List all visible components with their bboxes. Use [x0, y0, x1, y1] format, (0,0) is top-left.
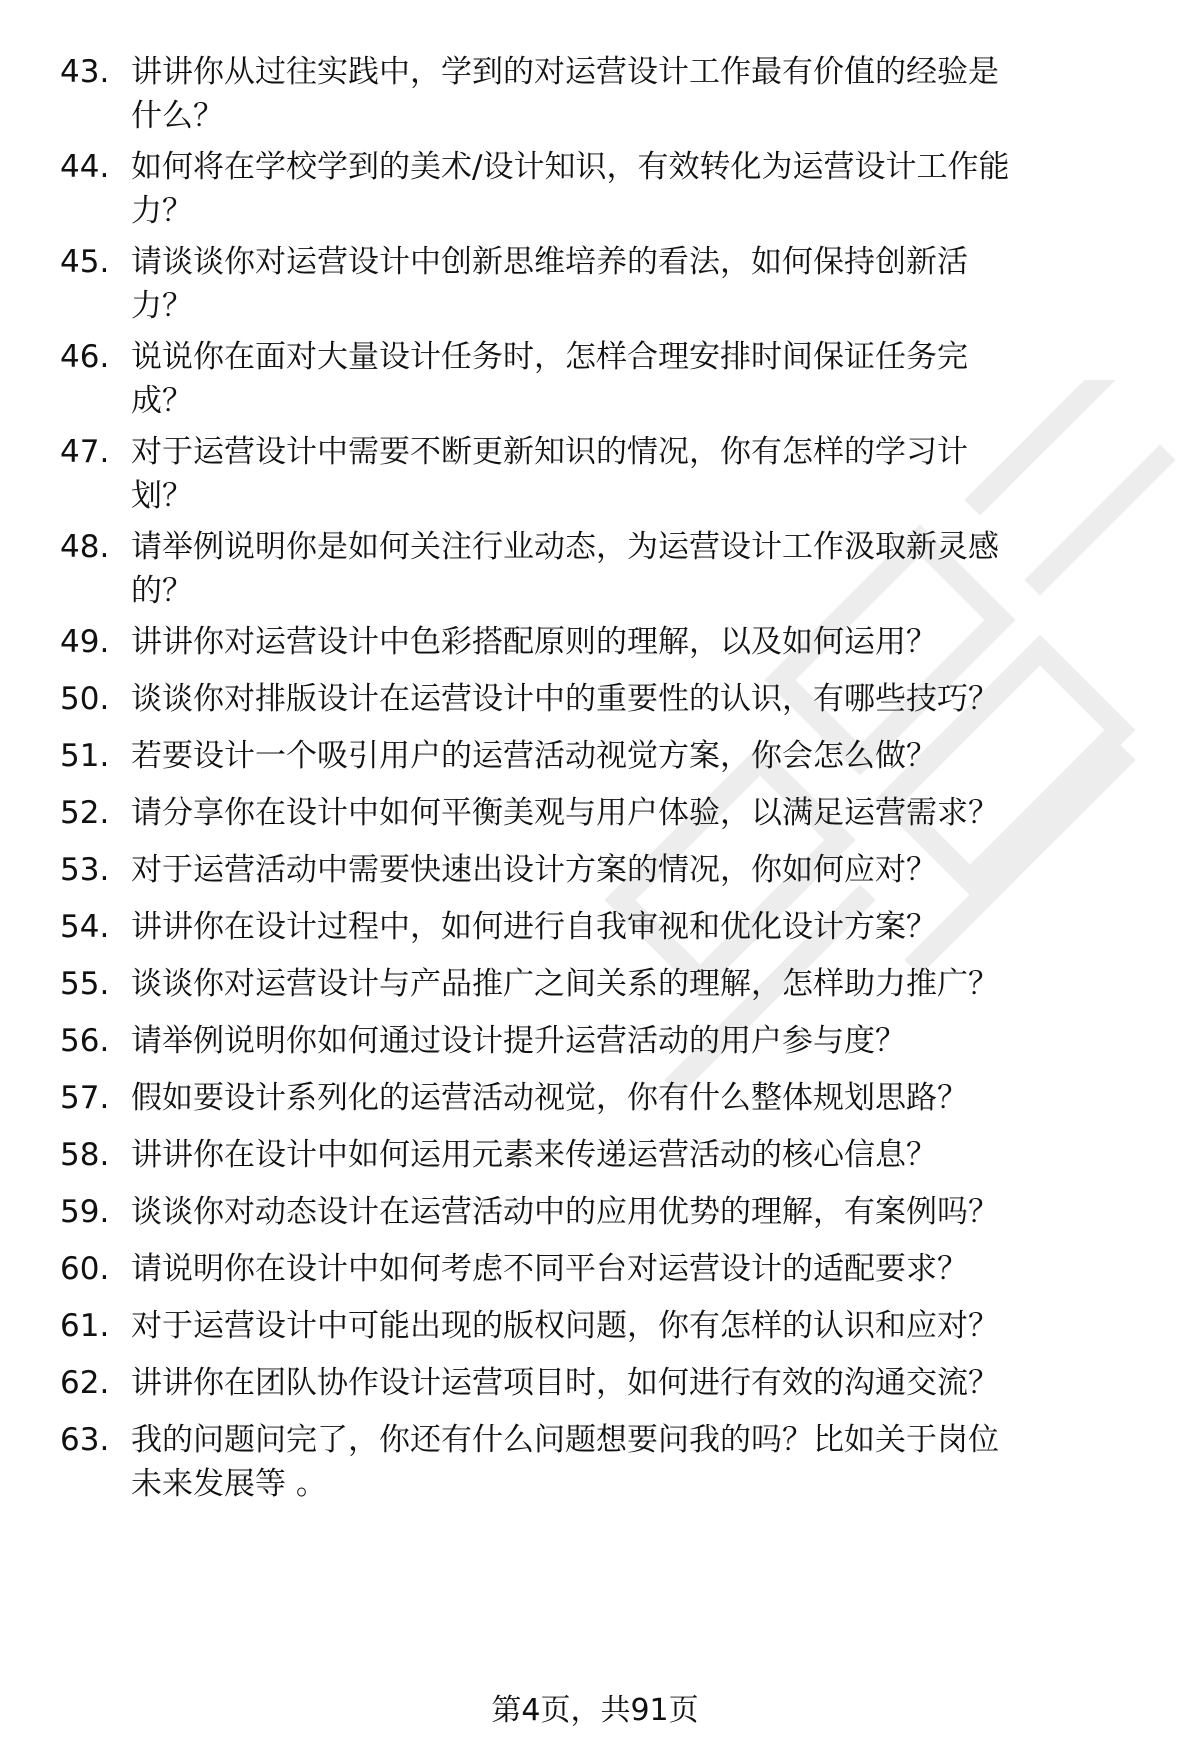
- question-number: 63.: [60, 1422, 110, 1458]
- question-number: 51.: [60, 738, 110, 774]
- question-text: 谈谈你对排版设计在运营设计中的重要性的认识，有哪些技巧？: [131, 681, 999, 717]
- question-number: 55.: [60, 966, 110, 1002]
- question-text: 讲讲你对运营设计中色彩搭配原则的理解，以及如何运用？: [131, 624, 937, 660]
- question-text: 若要设计一个吸引用户的运营活动视觉方案，你会怎么做？: [131, 738, 937, 774]
- question-text: 对于运营设计中可能出现的版权问题，你有怎样的认识和应对？: [131, 1308, 999, 1344]
- question-text: 我的问题问完了，你还有什么问题想要问我的吗？比如关于岗位 未来发展等 。: [131, 1422, 999, 1502]
- question-number: 54.: [60, 909, 110, 945]
- question-text: 请说明你在设计中如何考虑不同平台对运营设计的适配要求？: [131, 1251, 968, 1287]
- question-number: 47.: [60, 434, 110, 470]
- question-number: 53.: [60, 852, 110, 888]
- question-text: 讲讲你在团队协作设计运营项目时，如何进行有效的沟通交流？: [131, 1365, 999, 1401]
- question-text: 对于运营活动中需要快速出设计方案的情况，你如何应对？: [131, 852, 937, 888]
- question-number: 57.: [60, 1080, 110, 1116]
- question-text: 讲讲你在设计中如何运用元素来传递运营活动的核心信息？: [131, 1137, 937, 1173]
- page-footer: [0, 1690, 1190, 1732]
- question-text: 请分享你在设计中如何平衡美观与用户体验，以满足运营需求？: [131, 795, 999, 831]
- question-number: 61.: [60, 1308, 110, 1344]
- question-text: 请举例说明你是如何关注行业动态，为运营设计工作汲取新灵感 的？: [131, 529, 999, 609]
- question-text: 对于运营设计中需要不断更新知识的情况，你有怎样的学习计 划？: [131, 434, 968, 514]
- question-text: 请谈谈你对运营设计中创新思维培养的看法，如何保持创新活 力？: [131, 244, 968, 324]
- question-number: 48.: [60, 529, 110, 565]
- page-number-label: 第4页，共91页: [491, 1693, 699, 1728]
- question-number: 58.: [60, 1137, 110, 1173]
- question-number: 43.: [60, 54, 110, 90]
- question-number: 56.: [60, 1023, 110, 1059]
- question-number: 62.: [60, 1365, 110, 1401]
- question-number: 45.: [60, 244, 110, 280]
- question-text: 谈谈你对动态设计在运营活动中的应用优势的理解，有案例吗？: [131, 1194, 999, 1230]
- question-number: 46.: [60, 339, 110, 375]
- question-number: 49.: [60, 624, 110, 660]
- question-text: 说说你在面对大量设计任务时，怎样合理安排时间保证任务完 成？: [131, 339, 968, 419]
- question-number: 60.: [60, 1251, 110, 1287]
- question-text: 假如要设计系列化的运营活动视觉，你有什么整体规划思路？: [131, 1080, 968, 1116]
- question-number: 50.: [60, 681, 110, 717]
- question-number: 52.: [60, 795, 110, 831]
- question-number: 44.: [60, 149, 110, 185]
- question-text: 谈谈你对运营设计与产品推广之间关系的理解，怎样助力推广？: [131, 966, 999, 1002]
- question-text: 讲讲你从过往实践中，学到的对运营设计工作最有价值的经验是 什么？: [131, 54, 999, 134]
- question-text: 如何将在学校学到的美术/设计知识，有效转化为运营设计工作能 力？: [131, 149, 1010, 229]
- question-text: 讲讲你在设计过程中，如何进行自我审视和优化设计方案？: [131, 909, 937, 945]
- question-text: 请举例说明你如何通过设计提升运营活动的用户参与度？: [131, 1023, 906, 1059]
- question-number: 59.: [60, 1194, 110, 1230]
